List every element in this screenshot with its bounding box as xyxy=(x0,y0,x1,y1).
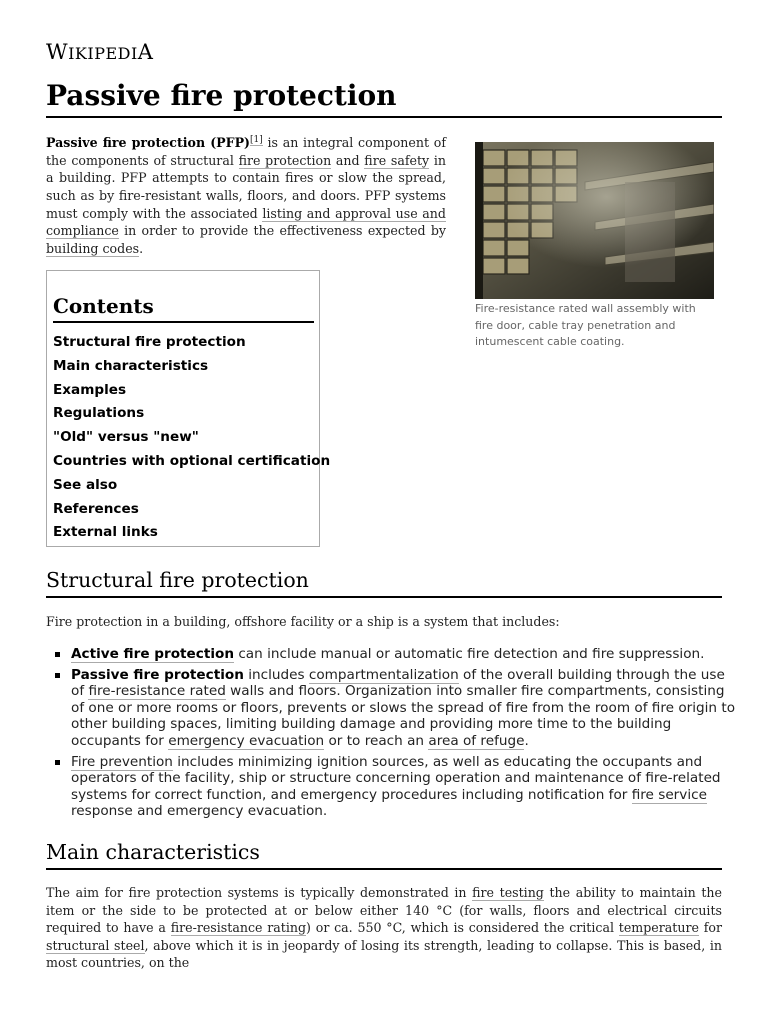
list-item-prevention xyxy=(71,754,739,820)
intro-paragraph xyxy=(46,132,446,257)
bullet-bold-term: Passive fire protection xyxy=(71,666,244,683)
fire-testing-link[interactable]: fire testing xyxy=(472,885,544,900)
para-text: the ability to maintain the item or the side to be protected at or below either 140 °C (for walls, floors and electrical circuits required to have a xyxy=(46,885,722,936)
section-heading-main-characteristics: Main characteristics xyxy=(46,838,722,870)
toc-heading: Contents xyxy=(53,291,314,323)
building-codes-link[interactable]: building codes xyxy=(46,240,140,256)
bullet-text: can include manual or automatic fire detection and fire suppression. xyxy=(234,646,705,662)
area-of-refuge-link[interactable]: area of refuge xyxy=(428,732,525,749)
fire-service-link[interactable]: fire service xyxy=(631,786,707,803)
intro-text: in order to provide the effectiveness expected by xyxy=(118,223,446,239)
list-item-active xyxy=(71,646,739,663)
fire-prevention-link[interactable]: Fire prevention xyxy=(71,753,173,770)
fire-wall-assembly-image[interactable] xyxy=(475,142,714,299)
compartmentalization-link[interactable]: compartmentalization xyxy=(308,666,459,683)
toc-item-see-also[interactable]: See also xyxy=(53,476,118,493)
temperature-link[interactable]: temperature xyxy=(618,920,699,936)
section1-bullet-list xyxy=(54,646,739,824)
fire-safety-link[interactable]: fire safety xyxy=(364,152,430,168)
bullet-text: . xyxy=(524,732,529,749)
toc-list xyxy=(53,331,331,545)
para-text: ) or ca. 550 °C, which is considered the critical xyxy=(306,920,619,936)
toc-item-regulations[interactable]: Regulations xyxy=(53,405,145,422)
para-text: for xyxy=(698,920,722,936)
page-title: Passive fire protection xyxy=(46,78,722,118)
bullet-bold-term: Active fire protection xyxy=(71,646,235,662)
table-of-contents xyxy=(46,270,331,547)
reference-1-link[interactable]: [1] xyxy=(250,135,263,145)
intro-text: in a building. PFP attempts to contain fires or slow the spread, such as by fire-resistant walls, floors, and doors. PFP systems must comply with the associated xyxy=(46,152,447,221)
toc-item-structural-fire-protection[interactable]: Structural fire protection xyxy=(53,334,246,350)
list-item-passive xyxy=(71,667,739,750)
toc-item-external-links[interactable]: External links xyxy=(53,524,158,541)
emergency-evacuation-link[interactable]: emergency evacuation xyxy=(168,732,325,749)
listing-approval-link[interactable]: listing and approval use and compliance xyxy=(46,205,446,239)
section-heading-structural-fire-protection: Structural fire protection xyxy=(46,566,722,598)
figure-caption: Fire-resistance rated wall assembly with fire door, cable tray penetration and intumescent cable coating. xyxy=(475,302,696,348)
structural-steel-link[interactable]: structural steel xyxy=(46,937,145,953)
fire-resistance-rating-link[interactable]: fire-resistance rating xyxy=(170,920,307,936)
wikipedia-wordmark[interactable]: WIKIPEDIA xyxy=(46,40,154,64)
article-figure xyxy=(475,142,721,351)
toc-item-main-characteristics[interactable]: Main characteristics xyxy=(53,357,209,374)
bullet-text: or to reach an xyxy=(324,732,429,749)
section1-paragraph: Fire protection in a building, offshore facility or a ship is a system that includes: xyxy=(46,614,560,629)
intro-text: and xyxy=(331,152,365,168)
bullet-text: response and emergency evacuation. xyxy=(71,803,328,820)
intro-lead-bold: Passive fire protection (PFP) xyxy=(46,135,251,151)
toc-item-examples[interactable]: Examples xyxy=(53,381,127,398)
toc-item-countries-optional-certification[interactable]: Countries with optional certification xyxy=(53,452,331,469)
para-text: The aim for fire protection systems is typically demonstrated in xyxy=(46,885,473,900)
bullet-text: includes minimizing ignition sources, as well as educating the occupants and operators of the facility, ship or structure concerning operation and maintenance of fire-related systems for correct function, and emergency procedures including notification for xyxy=(71,753,721,803)
active-fire-protection-link[interactable] xyxy=(71,646,234,663)
toc-item-references[interactable]: References xyxy=(53,500,139,517)
bullet-text: includes xyxy=(243,666,309,683)
para-text: , above which it is in jeopardy of losing its strength, leading to collapse. This is based, in most countries, on the xyxy=(46,937,723,971)
intro-text: . xyxy=(139,240,144,256)
intro-text: is an integral component of the components of structural xyxy=(46,135,446,168)
bullet-text: of the overall building through the use of xyxy=(71,666,725,700)
section2-paragraph xyxy=(46,884,722,972)
fire-resistance-rated-link[interactable]: fire-resistance rated xyxy=(88,683,226,700)
reference-link[interactable] xyxy=(250,135,263,146)
bullet-text: walls and floors. Organization into smaller fire compartments, consisting of one or more rooms or floors, prevents or slows the spread of fire from the room of fire origin to other building spaces, limiting building damage and providing more time to the building occupants for xyxy=(71,683,736,749)
fire-protection-link[interactable]: fire protection xyxy=(238,152,332,168)
toc-item-old-versus-new[interactable]: "Old" versus "new" xyxy=(53,429,199,446)
